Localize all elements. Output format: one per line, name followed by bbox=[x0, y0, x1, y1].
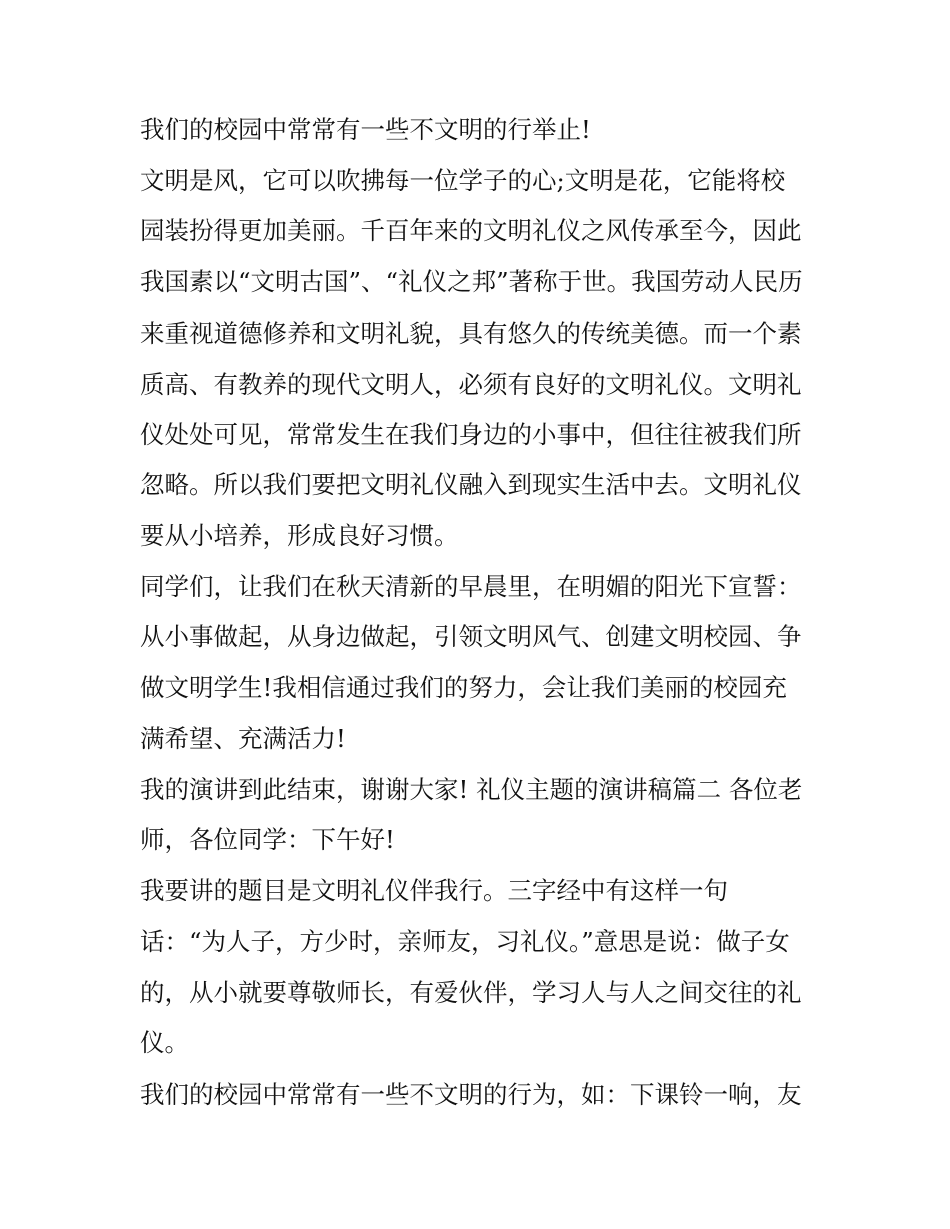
text-line-15: 师，各位同学：下午好! bbox=[140, 825, 395, 854]
text-line-6: 质高、有教养的现代文明人，必须有良好的文明礼仪。文明礼 bbox=[140, 370, 802, 399]
text-line-2: 文明是风，它可以吹拂每一位学子的心;文明是花，它能将校 bbox=[140, 166, 786, 195]
text-line-19: 仪。 bbox=[140, 1028, 189, 1057]
text-line-9: 要从小培养，形成良好习惯。 bbox=[140, 521, 459, 550]
text-line-7: 仪处处可见，常常发生在我们身边的小事中，但往往被我们所 bbox=[140, 420, 802, 449]
text-line-10: 同学们，让我们在秋天清新的早晨里，在明媚的阳光下宣誓： bbox=[140, 572, 802, 601]
text-line-11: 从小事做起，从身边做起，引领文明风气、创建文明校园、争 bbox=[140, 622, 802, 651]
text-line-4: 我国素以“文明古国”、“礼仪之邦”著称于世。我国劳动人民历 bbox=[140, 267, 803, 296]
text-line-8: 忽略。所以我们要把文明礼仪融入到现实生活中去。文明礼仪 bbox=[140, 470, 802, 499]
text-line-14: 我的演讲到此结束，谢谢大家! 礼仪主题的演讲稿篇二 各位老 bbox=[140, 775, 803, 804]
text-line-3: 园装扮得更加美丽。千百年来的文明礼仪之风传承至今，因此 bbox=[140, 216, 802, 245]
text-line-5: 来重视道德修养和文明礼貌，具有悠久的传统美德。而一个素 bbox=[140, 319, 802, 348]
text-line-1: 我们的校园中常常有一些不文明的行举止! bbox=[140, 115, 591, 144]
text-line-17: 话：“为人子，方少时，亲师友，习礼仪。”意思是说：做子女 bbox=[140, 927, 790, 956]
text-line-18: 的，从小就要尊敬师长，有爱伙伴，学习人与人之间交往的礼 bbox=[140, 978, 802, 1007]
text-line-16: 我要讲的题目是文明礼仪伴我行。三字经中有这样一句 bbox=[140, 876, 728, 905]
text-line-20: 我们的校园中常常有一些不文明的行为，如：下课铃一响，友 bbox=[140, 1080, 802, 1109]
text-line-13: 满希望、充满活力! bbox=[140, 724, 346, 753]
text-line-12: 做文明学生!我相信通过我们的努力，会让我们美丽的校园充 bbox=[140, 673, 787, 702]
